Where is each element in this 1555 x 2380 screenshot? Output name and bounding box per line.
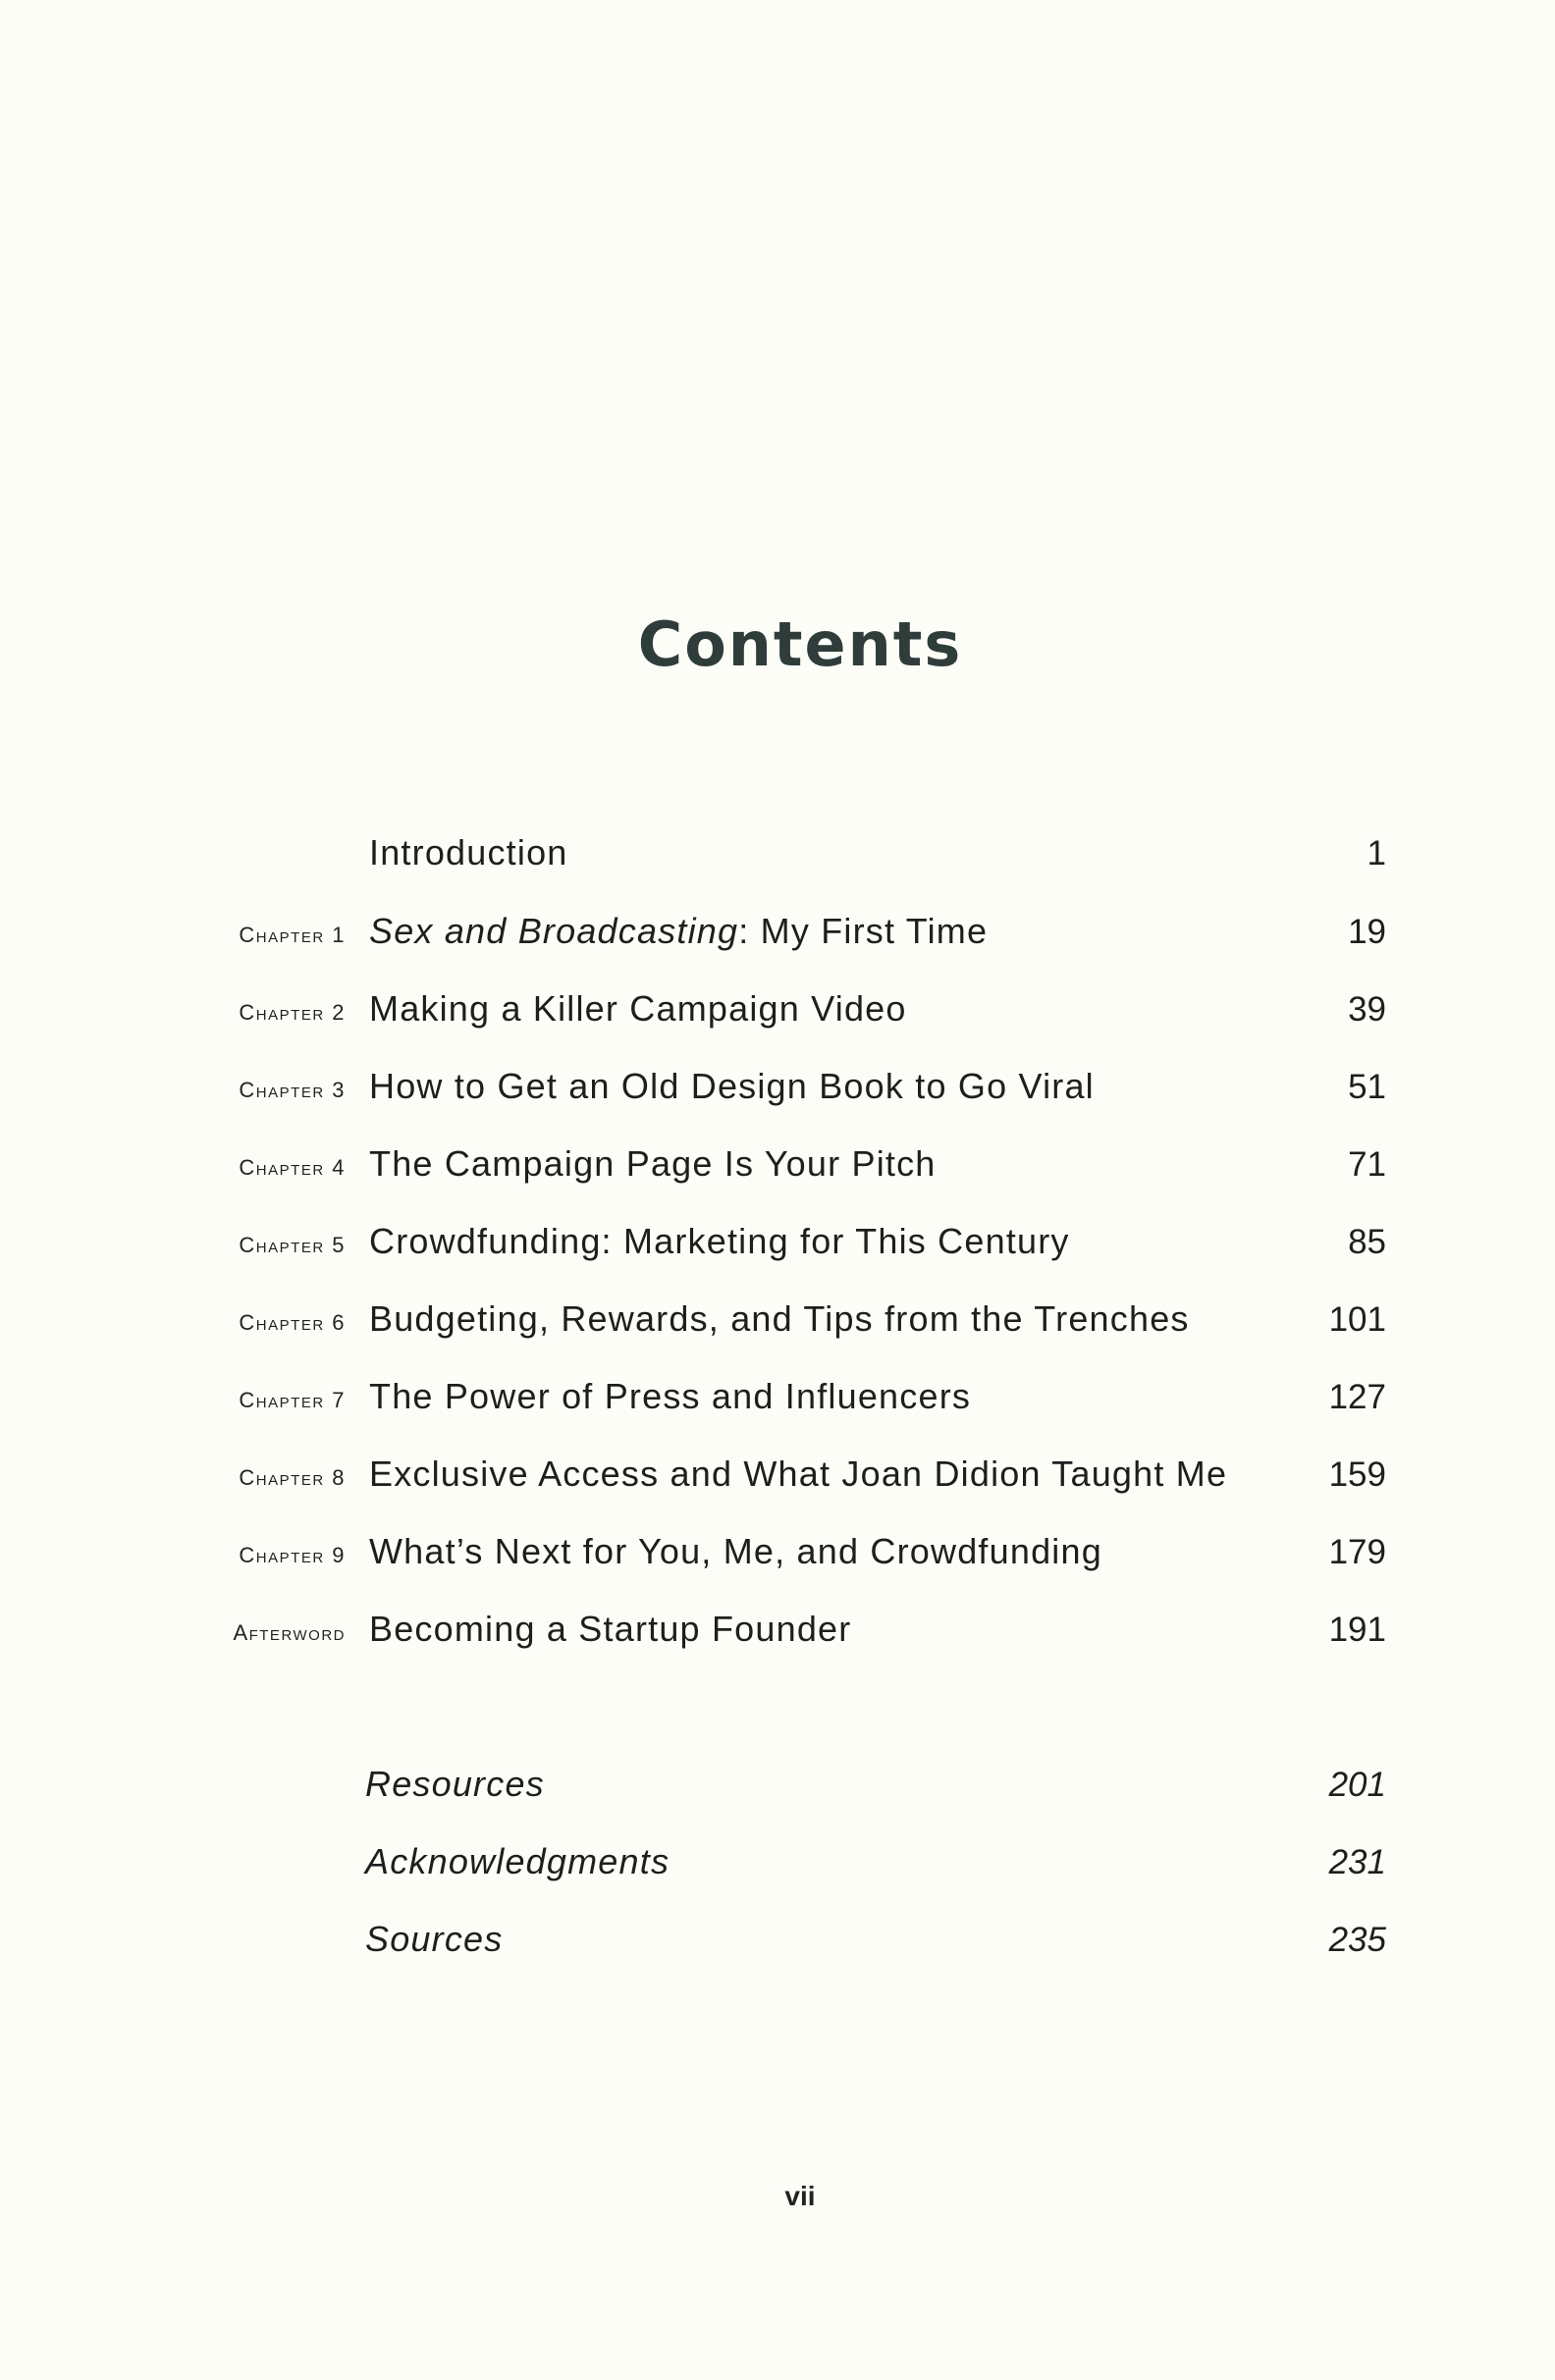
toc-row-chapter-4	[0, 1136, 1555, 1194]
toc-page-number: 231	[1328, 1843, 1386, 1881]
toc-label: Chapter 4	[239, 1155, 346, 1180]
toc-title: Sources	[365, 1919, 504, 1959]
toc-page-number: 85	[1348, 1223, 1386, 1261]
toc-page-number: 39	[1348, 990, 1386, 1029]
toc-title: The Power of Press and Influencers	[369, 1376, 972, 1416]
toc-label: Chapter 3	[239, 1078, 346, 1102]
toc-row-chapter-6	[0, 1291, 1555, 1349]
toc-page-number: 19	[1348, 913, 1386, 951]
toc-row-chapter-9	[0, 1523, 1555, 1582]
toc-page-number: 191	[1328, 1611, 1386, 1649]
toc-row-chapter-7	[0, 1368, 1555, 1427]
page-title: Contents	[637, 608, 963, 680]
toc-title: How to Get an Old Design Book to Go Viral	[369, 1066, 1095, 1106]
toc-title: Acknowledgments	[365, 1841, 670, 1881]
toc-row-acknowledgments	[0, 1833, 1555, 1892]
toc-row-introduction	[0, 824, 1555, 883]
toc-title: Budgeting, Rewards, and Tips from the Trenches	[369, 1298, 1190, 1339]
toc-row-chapter-1	[0, 903, 1555, 962]
toc-row-sources	[0, 1911, 1555, 1970]
toc-page-number: 1	[1367, 834, 1386, 873]
toc-title-rest: : My First Time	[738, 911, 989, 951]
toc-page-number: 201	[1328, 1766, 1386, 1804]
toc-page-number: 101	[1328, 1300, 1386, 1339]
toc-title: Exclusive Access and What Joan Didion Taught Me	[369, 1454, 1228, 1494]
toc-title-italic: Sex and Broadcasting	[369, 911, 739, 951]
toc-title: Introduction	[369, 832, 568, 873]
toc-title	[369, 911, 988, 952]
toc-row-resources	[0, 1756, 1555, 1815]
toc-row-chapter-2	[0, 980, 1555, 1039]
toc-row-chapter-5	[0, 1213, 1555, 1272]
toc-label: Chapter 2	[239, 1000, 346, 1025]
toc-title: Making a Killer Campaign Video	[369, 988, 907, 1029]
toc-page-number: 179	[1328, 1533, 1386, 1571]
toc-page-number: 235	[1328, 1921, 1386, 1959]
toc-page-number: 159	[1328, 1455, 1386, 1494]
toc-page-number: 127	[1328, 1378, 1386, 1416]
toc-label: Chapter 8	[239, 1465, 346, 1490]
toc-row-chapter-8	[0, 1446, 1555, 1505]
toc-row-chapter-3	[0, 1058, 1555, 1117]
toc-page-number: 51	[1348, 1068, 1386, 1106]
toc-label: Chapter 7	[239, 1388, 346, 1412]
toc-page-number: 71	[1348, 1145, 1386, 1184]
toc-title: Resources	[365, 1764, 545, 1804]
toc-label: Afterword	[233, 1620, 346, 1645]
page-folio-number: vii	[784, 2181, 816, 2211]
toc-label: Chapter 5	[239, 1233, 346, 1257]
toc-label: Chapter 1	[239, 923, 346, 947]
toc-title: What’s Next for You, Me, and Crowdfunding	[369, 1531, 1102, 1571]
toc-label: Chapter 6	[239, 1310, 346, 1335]
toc-title: Becoming a Startup Founder	[369, 1609, 852, 1649]
toc-title: Crowdfunding: Marketing for This Century	[369, 1221, 1070, 1261]
toc-label: Chapter 9	[239, 1543, 346, 1567]
toc-row-afterword	[0, 1601, 1555, 1660]
toc-title: The Campaign Page Is Your Pitch	[369, 1143, 937, 1184]
